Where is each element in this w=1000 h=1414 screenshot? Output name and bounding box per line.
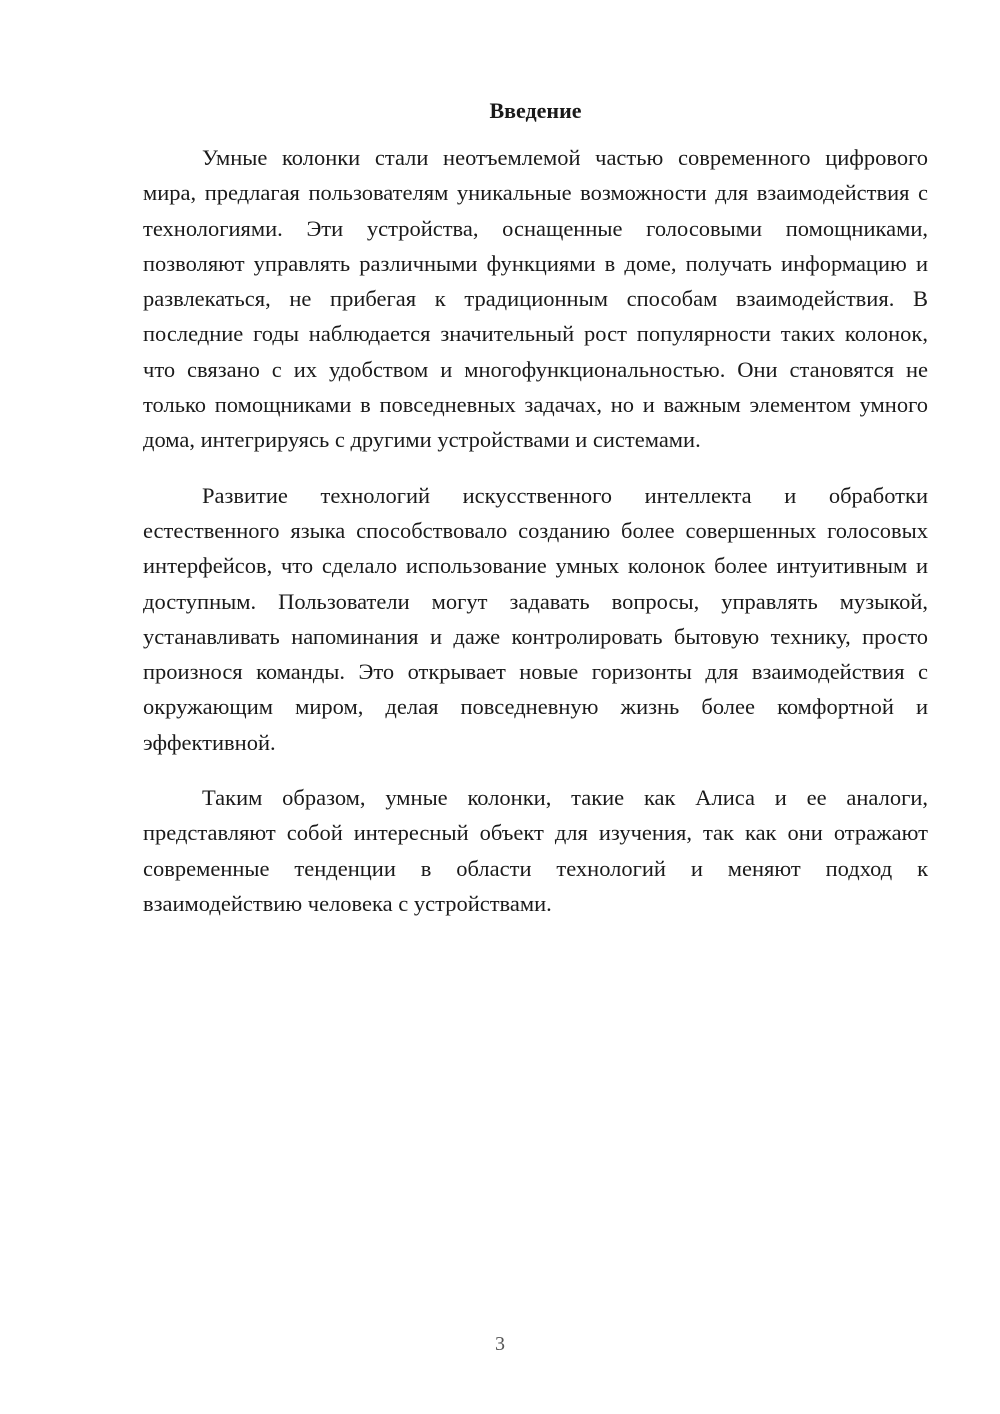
page-number: 3 [495, 1333, 505, 1355]
paragraph-2: Развитие технологий искусственного интеллекта и обработки естественного языка способствовало созданию более совершенных голосовых интерфейсов, что сделало использование умных колонок более интуитивным и доступным. Пользователи могут задавать вопросы, управлять музыкой, устанавливать напоминания и даже контролировать бытовую технику, просто произнося команды. Это открывает новые горизонты для взаимодействия с окружающим миром, делая повседневную жизнь более комфортной и эффективной. [143, 482, 928, 755]
section-heading: Введение [489, 98, 582, 123]
paragraph-3: Таким образом, умные колонки, такие как Алиса и ее аналоги, представляют собой интересный объект для изучения, так как они отражают современные тенденции в области технологий и меняют подход к взаимодействию человека с устройствами. [143, 785, 928, 916]
paragraph-1: Умные колонки стали неотъемлемой частью современного цифрового мира, предлагая пользователям уникальные возможности для взаимодействия с технологиями. Эти устройства, оснащенные голосовыми помощниками, позволяют управлять различными функциями в доме, получать информацию и развлекаться, не прибегая к традиционным способам взаимодействия. В последние годы наблюдается значительный рост популярности таких колонок, что связано с их удобством и многофункциональностью. Они становятся не только помощниками в повседневных задачах, но и важным элементом умного дома, интегрируясь с другими устройствами и системами. [143, 145, 928, 453]
page-content [143, 95, 928, 941]
